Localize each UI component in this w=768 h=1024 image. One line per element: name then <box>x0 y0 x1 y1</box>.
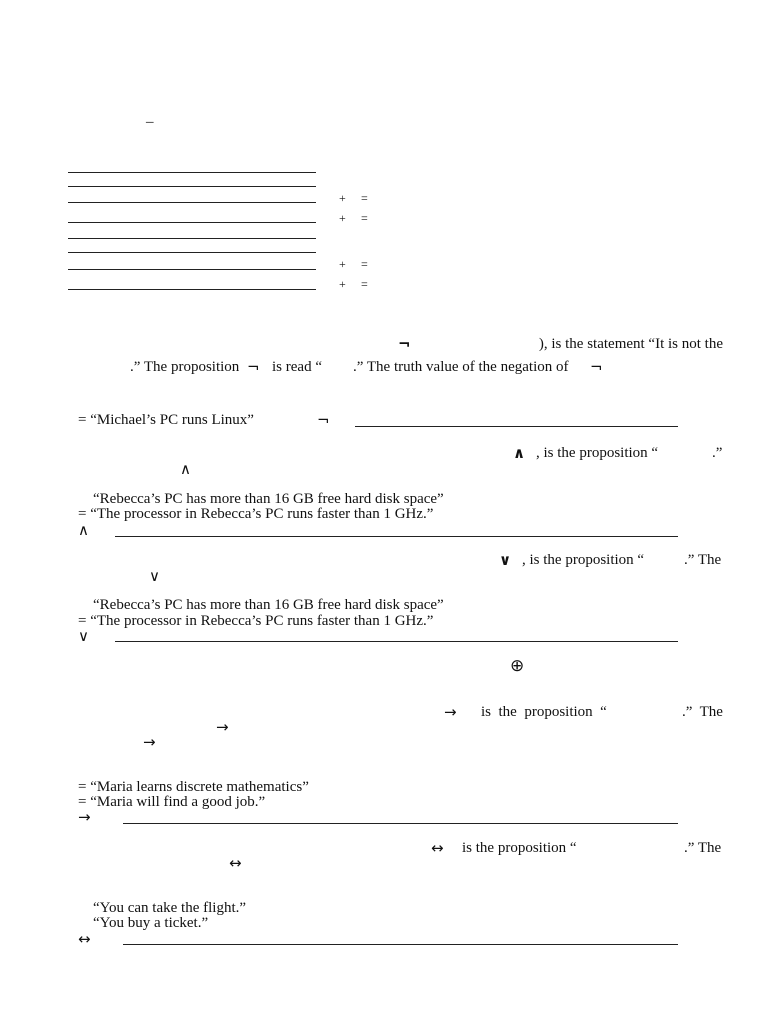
conditional-definition-end: .” The <box>682 704 723 720</box>
negation-definition-line2a: .” The proposition <box>130 359 240 375</box>
negation-definition-line2c: .” The truth value of the negation of <box>353 359 569 375</box>
disjunction-example-q: = “The processor in Rebecca’s PC runs faster than 1 GHz.” <box>78 613 434 629</box>
disjunction-answer-line[interactable] <box>115 641 678 642</box>
conjunction-symbol: ∧ <box>78 521 89 539</box>
biconditional-symbol: ↔ <box>229 854 242 872</box>
conditional-answer-line[interactable] <box>123 823 678 824</box>
biconditional-definition: is the proposition “ <box>462 840 577 856</box>
conjunction-symbol: ∧ <box>513 444 526 462</box>
disjunction-symbol: ∨ <box>149 567 160 585</box>
conjunction-symbol: ∧ <box>180 460 191 478</box>
blank-line[interactable] <box>68 222 316 223</box>
equals-sign: = <box>361 277 368 291</box>
biconditional-symbol: ↔ <box>431 839 444 857</box>
negation-example-p: = “Michael’s PC runs Linux” <box>78 412 254 428</box>
blank-line[interactable] <box>68 289 316 290</box>
blank-line[interactable] <box>68 238 316 239</box>
conjunction-example-p: “Rebecca’s PC has more than 16 GB free hard disk space” <box>93 491 444 507</box>
conditional-symbol: → <box>444 703 457 721</box>
blank-line[interactable] <box>68 252 316 253</box>
blank-line[interactable] <box>68 202 316 203</box>
conditional-symbol: → <box>216 718 229 736</box>
conjunction-definition-end: .” <box>712 445 723 461</box>
blank-line[interactable] <box>68 269 316 270</box>
negation-symbol: ¬ <box>590 358 603 376</box>
negation-symbol: ¬ <box>247 358 260 376</box>
plus-sign: + <box>339 277 346 291</box>
equals-sign: = <box>361 191 368 205</box>
plus-sign: + <box>339 257 346 271</box>
biconditional-symbol: ↔ <box>78 930 91 948</box>
blank-line[interactable] <box>68 186 316 187</box>
plus-sign: + <box>339 191 346 205</box>
negation-definition-line1: ), is the statement “It is not the <box>538 336 723 352</box>
plus-sign: + <box>339 211 346 225</box>
conditional-definition: is the proposition “ <box>481 704 607 720</box>
xor-symbol: ⊕ <box>510 656 525 676</box>
conditional-symbol: → <box>78 808 91 826</box>
conditional-symbol: → <box>143 733 156 751</box>
biconditional-definition-end: .” The <box>684 840 722 856</box>
negation-definition-line2b: is read “ <box>272 359 322 375</box>
equals-sign: = <box>361 257 368 271</box>
negation-symbol: ¬ <box>317 411 330 429</box>
disjunction-symbol: ∨ <box>499 551 512 569</box>
biconditional-example-p: “You can take the flight.” <box>93 900 247 916</box>
equals-sign: = <box>361 211 368 225</box>
conjunction-definition: , is the proposition “ <box>536 445 659 461</box>
negation-answer-line[interactable] <box>355 426 678 427</box>
negation-symbol: ¬ <box>398 335 411 353</box>
header-dash: – <box>146 114 154 130</box>
conditional-example-p: = “Maria learns discrete mathematics” <box>78 779 309 795</box>
blank-line[interactable] <box>68 172 316 173</box>
biconditional-example-q: “You buy a ticket.” <box>93 915 209 931</box>
biconditional-answer-line[interactable] <box>123 944 678 945</box>
disjunction-definition: , is the proposition “ <box>522 552 645 568</box>
disjunction-symbol: ∨ <box>78 627 89 645</box>
disjunction-example-p: “Rebecca’s PC has more than 16 GB free hard disk space” <box>93 597 444 613</box>
conjunction-example-q: = “The processor in Rebecca’s PC runs faster than 1 GHz.” <box>78 506 434 522</box>
conjunction-answer-line[interactable] <box>115 536 678 537</box>
disjunction-definition-end: .” The <box>684 552 722 568</box>
conditional-example-q: = “Maria will find a good job.” <box>78 794 266 810</box>
